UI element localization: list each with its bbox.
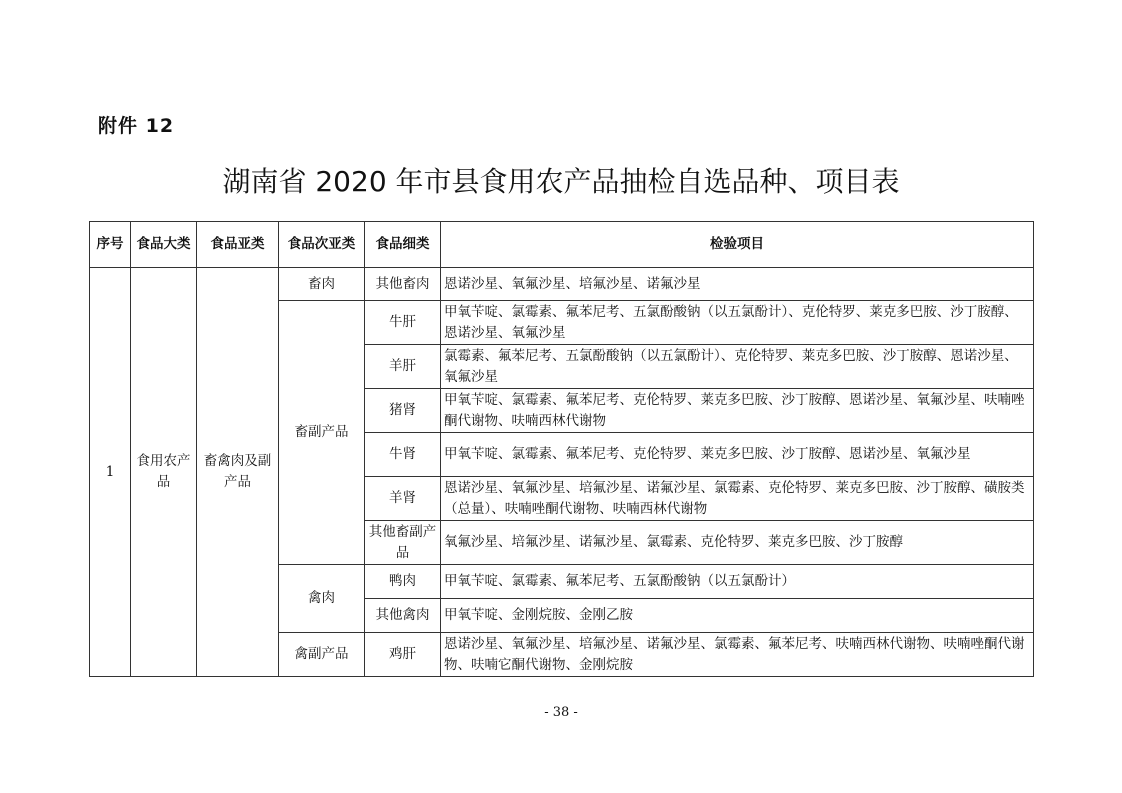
- cell-tests: 甲氧苄啶、氯霉素、氟苯尼考、五氯酚酸钠（以五氯酚计）、克伦特罗、莱克多巴胺、沙丁胺醇、恩诺沙星、氧氟沙星: [441, 301, 1034, 345]
- page-number: - 38 -: [544, 705, 578, 720]
- inspection-table: [89, 221, 1034, 677]
- header-subcategory: 食品亚类: [197, 222, 279, 268]
- header-item: 食品细类: [365, 222, 441, 268]
- cell-tests: 甲氧苄啶、金刚烷胺、金刚乙胺: [441, 599, 1034, 633]
- cell-seq: 1: [90, 268, 131, 677]
- cell-tests: 甲氧苄啶、氯霉素、氟苯尼考、五氯酚酸钠（以五氯酚计）: [441, 565, 1034, 599]
- cell-item: 牛肾: [365, 433, 441, 477]
- cell-category: 食用农产品: [131, 268, 197, 677]
- cell-tests: 恩诺沙星、氧氟沙星、培氟沙星、诺氟沙星、氯霉素、克伦特罗、莱克多巴胺、沙丁胺醇、磺胺类（总量）、呋喃唑酮代谢物、呋喃西林代谢物: [441, 477, 1034, 521]
- cell-tests: 氧氟沙星、培氟沙星、诺氟沙星、氯霉素、克伦特罗、莱克多巴胺、沙丁胺醇: [441, 521, 1034, 565]
- cell-item: 羊肾: [365, 477, 441, 521]
- cell-group: 禽肉: [279, 565, 365, 633]
- cell-item: 鸭肉: [365, 565, 441, 599]
- header-category: 食品大类: [131, 222, 197, 268]
- cell-tests: 氯霉素、氟苯尼考、五氯酚酸钠（以五氯酚计）、克伦特罗、莱克多巴胺、沙丁胺醇、恩诺沙星、氧氟沙星: [441, 345, 1034, 389]
- cell-tests: 甲氧苄啶、氯霉素、氟苯尼考、克伦特罗、莱克多巴胺、沙丁胺醇、恩诺沙星、氧氟沙星: [441, 433, 1034, 477]
- table-row: [90, 268, 1034, 301]
- cell-item: 鸡肝: [365, 633, 441, 677]
- header-sub-subcategory: 食品次亚类: [279, 222, 365, 268]
- table-header-row: [90, 222, 1034, 268]
- cell-item: 牛肝: [365, 301, 441, 345]
- cell-item: 羊肝: [365, 345, 441, 389]
- header-seq: 序号: [90, 222, 131, 268]
- page-title: 湖南省 2020 年市县食用农产品抽检自选品种、项目表: [222, 165, 900, 198]
- cell-tests: 恩诺沙星、氧氟沙星、培氟沙星、诺氟沙星、氯霉素、氟苯尼考、呋喃西林代谢物、呋喃唑酮代谢物、呋喃它酮代谢物、金刚烷胺: [441, 633, 1034, 677]
- header-tests: 检验项目: [441, 222, 1034, 268]
- cell-item: 其他禽肉: [365, 599, 441, 633]
- cell-tests: 甲氧苄啶、氯霉素、氟苯尼考、克伦特罗、莱克多巴胺、沙丁胺醇、恩诺沙星、氧氟沙星、呋喃唑酮代谢物、呋喃西林代谢物: [441, 389, 1034, 433]
- cell-group: 禽副产品: [279, 633, 365, 677]
- cell-item: 猪肾: [365, 389, 441, 433]
- cell-item: 其他畜副产品: [365, 521, 441, 565]
- cell-group: 畜肉: [279, 268, 365, 301]
- cell-subcategory: 畜禽肉及副产品: [197, 268, 279, 677]
- cell-tests: 恩诺沙星、氧氟沙星、培氟沙星、诺氟沙星: [441, 268, 1034, 301]
- cell-item: 其他畜肉: [365, 268, 441, 301]
- attachment-label: 附件 12: [98, 115, 175, 137]
- cell-group: 畜副产品: [279, 301, 365, 565]
